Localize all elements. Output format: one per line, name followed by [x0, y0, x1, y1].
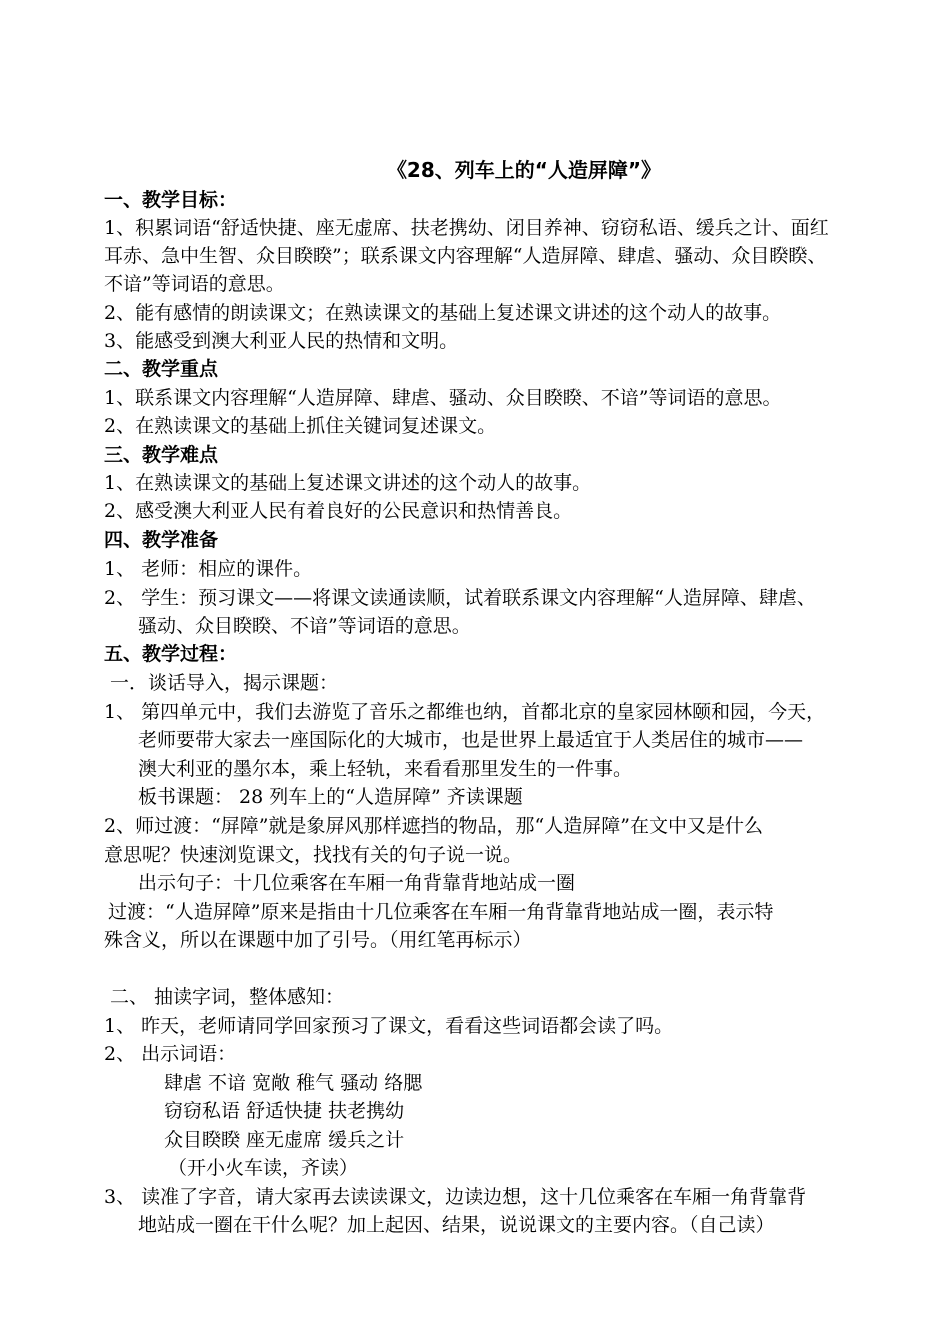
text-line: 2、感受澳大利亚人民有着良好的公民意识和热情善良。	[104, 500, 573, 522]
text-line: 骚动、众目睽睽、不谙”等词语的意思。	[138, 615, 471, 637]
text-line: 1、在熟读课文的基础上复述课文讲述的这个动人的故事。	[104, 472, 592, 494]
section-heading-objectives: 一、教学目标：	[104, 189, 238, 211]
text-line: 一．谈话导入，揭示课题：	[110, 672, 339, 694]
text-line: （开小火车读，齐读）	[168, 1157, 359, 1179]
text-line: 1、 老师：相应的课件。	[104, 558, 313, 580]
text-line: 2、 出示词语：	[104, 1043, 237, 1065]
text-line: 1、 昨天，老师请同学回家预习了课文，看看这些词语都会读了吗。	[104, 1015, 674, 1037]
text-line: 过渡：“人造屏障”原来是指由十几位乘客在车厢一角背靠背地站成一圈，表示特	[108, 901, 774, 923]
text-line: 殊含义，所以在课题中加了引号。（用红笔再标示）	[104, 929, 532, 951]
text-line: 1、联系课文内容理解“人造屏障、肆虐、骚动、众目睽睽、不谙”等词语的意思。	[104, 387, 782, 409]
text-line: 1、积累词语“舒适快捷、座无虚席、扶老携幼、闭目养神、窃窃私语、缓兵之计、面红	[104, 217, 829, 239]
text-line: 2、 学生：预习课文——将课文读通读顺，试着联系课文内容理解“人造屏障、肆虐、	[104, 587, 816, 609]
text-line: 耳赤、急中生智、众目睽睽”；联系课文内容理解“人造屏障、肆虐、骚动、众目睽睽、	[104, 245, 827, 267]
text-line: 出示句子：十几位乘客在车厢一角背靠背地站成一圈	[138, 872, 576, 894]
section-heading-difficulty: 三、教学难点	[104, 444, 219, 466]
section-heading-preparation: 四、教学准备	[104, 529, 219, 551]
page-title: 《28、列车上的“人造屏障”》	[386, 158, 662, 182]
text-line: 1、 第四单元中，我们去游览了音乐之都维也纳，首都北京的皇家园林颐和园，今天，	[104, 701, 826, 723]
section-heading-process: 五、教学过程：	[104, 643, 238, 665]
text-line: 二、 抽读字词，整体感知：	[110, 986, 345, 1008]
text-line: 3、能感受到澳大利亚人民的热情和文明。	[104, 330, 459, 352]
text-line: 2、在熟读课文的基础上抓住关键词复述课文。	[104, 415, 497, 437]
text-line: 3、 读准了字音，请大家再去读读课文，边读边想，这十几位乘客在车厢一角背靠背	[104, 1186, 807, 1208]
text-line: 2、师过渡：“屏障”就是象屏风那样遮挡的物品，那“人造屏障”在文中又是什么	[104, 815, 763, 837]
text-line: 板书课题： 28 列车上的“人造屏障” 齐读课题	[138, 786, 523, 808]
text-line: 澳大利亚的墨尔本，乘上轻轨，来看看那里发生的一件事。	[138, 758, 633, 780]
section-heading-focus: 二、教学重点	[104, 358, 219, 380]
vocab-line: 众目睽睽 座无虚席 缓兵之计	[164, 1129, 405, 1151]
text-line: 2、能有感情的朗读课文；在熟读课文的基础上复述课文讲述的这个动人的故事。	[104, 302, 782, 324]
text-line: 不谙”等词语的意思。	[104, 273, 285, 295]
text-line: 意思呢？快速浏览课文，找找有关的句子说一说。	[104, 844, 523, 866]
text-line: 地站成一圈在干什么呢？加上起因、结果，说说课文的主要内容。（自己读）	[138, 1214, 775, 1236]
vocab-line: 窃窃私语 舒适快捷 扶老携幼	[164, 1100, 405, 1122]
vocab-line: 肆虐 不谙 宽敞 稚气 骚动 络腮	[164, 1072, 423, 1094]
text-line: 老师要带大家去一座国际化的大城市，也是世界上最适宜于人类居住的城市——	[138, 729, 804, 751]
